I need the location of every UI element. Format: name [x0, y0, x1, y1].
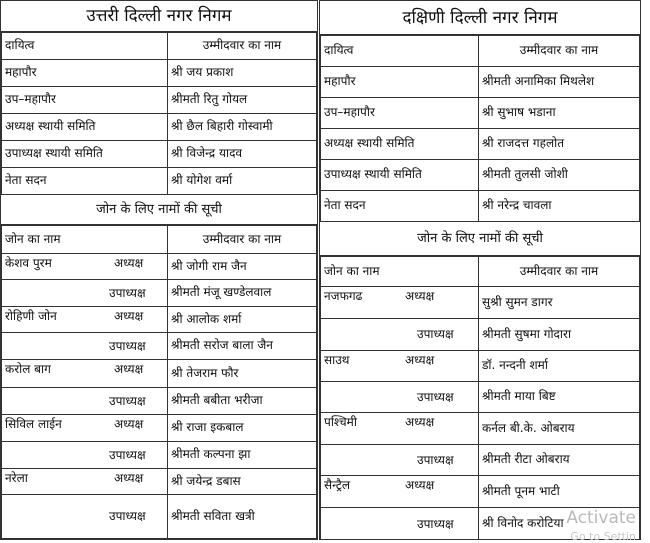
zone-row — [2, 360, 317, 388]
zone-cell — [2, 333, 168, 360]
zone-row — [2, 280, 317, 307]
zone-candidate-name: श्रीमती पूनम भाटी — [479, 476, 640, 508]
post-label: महापौर — [321, 67, 479, 98]
zone-candidate-name: श्री जोगी राम जैन — [168, 254, 317, 280]
zone-candidate-column-header: उम्मीदवार का नाम — [479, 257, 640, 287]
zone-row — [2, 388, 317, 415]
zone-row — [2, 254, 317, 280]
post-label: अध्यक्ष स्थायी समिति — [2, 114, 168, 141]
zone-candidate-name: श्री तेजराम फौर — [168, 360, 317, 388]
candidate-column-header: उम्मीदवार का नाम — [479, 36, 640, 67]
zone-role: उपाध्यक्ष — [109, 509, 146, 523]
post-row — [2, 141, 317, 168]
zone-cell — [321, 445, 479, 476]
post-label: उप–महापौर — [321, 98, 479, 129]
post-row — [2, 168, 317, 195]
zone-list-title: जोन के लिए नामों की सूची — [1, 195, 317, 225]
zone-row — [321, 413, 640, 445]
zone-row — [2, 307, 317, 333]
zone-cell — [2, 495, 168, 539]
zone-candidate-name: कर्नल बी.के. ओबराय — [479, 413, 640, 445]
zone-column-header: जोन का नाम — [321, 257, 479, 287]
zone-role: उपाध्यक्ष — [109, 448, 146, 462]
post-label: नेता सदन — [2, 168, 168, 195]
post-label: उपाध्यक्ष स्थायी समिति — [321, 160, 479, 191]
zone-name: रोहिणी जोन — [5, 309, 57, 323]
candidate-name: श्री योगेश वर्मा — [168, 168, 317, 195]
zone-cell — [321, 476, 479, 508]
zone-row — [321, 351, 640, 382]
zone-cell — [321, 319, 479, 351]
zone-row — [2, 469, 317, 495]
zone-name: सैन्ट्रैल — [324, 478, 351, 492]
zone-row — [2, 495, 317, 539]
zone-name: सिविल लाईन — [5, 417, 62, 431]
zone-candidate-column-header: उम्मीदवार का नाम — [168, 226, 317, 254]
zone-cell — [2, 388, 168, 415]
zone-role: उपाध्यक्ष — [109, 339, 146, 353]
candidate-name: श्री नरेन्द्र चावला — [479, 191, 640, 222]
post-row — [321, 129, 640, 160]
post-row — [2, 87, 317, 114]
zone-name: केशव पुरम — [5, 256, 52, 270]
zone-name: पश्चिमी — [324, 415, 357, 429]
post-column-header: दायित्व — [321, 36, 479, 67]
zone-cell — [2, 360, 168, 388]
zones-table — [1, 225, 317, 539]
zone-candidate-name: श्रीमती बबीता भरीजा — [168, 388, 317, 415]
zones-table — [320, 256, 640, 540]
post-row — [321, 98, 640, 129]
zone-role: अध्यक्ष — [114, 362, 144, 376]
zone-row — [2, 415, 317, 442]
post-row — [321, 67, 640, 98]
zone-role: उपाध्यक्ष — [417, 327, 454, 341]
post-label: नेता सदन — [321, 191, 479, 222]
zone-role: उपाध्यक्ष — [417, 453, 454, 467]
post-label: उप–महापौर — [2, 87, 168, 114]
posts-table — [320, 35, 640, 222]
candidate-name: श्री विजेन्द्र यादव — [168, 141, 317, 168]
zone-role: उपाध्यक्ष — [417, 390, 454, 404]
candidate-name: श्री सुभाष भडाना — [479, 98, 640, 129]
zone-row — [321, 508, 640, 541]
candidate-name: श्रीमती रितु गोयल — [168, 87, 317, 114]
zone-name: नरेला — [5, 471, 28, 485]
post-row — [321, 160, 640, 191]
zone-role: अध्यक्ष — [114, 309, 144, 323]
zone-name: साउथ — [324, 353, 350, 367]
post-row — [321, 191, 640, 222]
zone-cell — [2, 307, 168, 333]
zone-role: उपाध्यक्ष — [417, 517, 454, 531]
zone-name: नजफगढ — [324, 289, 363, 303]
zone-name: करोल बाग — [5, 362, 51, 376]
zone-candidate-name: श्रीमती रीटा ओबराय — [479, 445, 640, 476]
zone-candidate-name: श्री जयेन्द्र डबास — [168, 469, 317, 495]
zone-candidate-name: श्रीमती मंजू खण्डेलवाल — [168, 280, 317, 307]
post-column-header: दायित्व — [2, 33, 168, 60]
zone-row — [2, 442, 317, 469]
post-label: उपाध्यक्ष स्थायी समिति — [2, 141, 168, 168]
zone-role: अध्यक्ष — [114, 256, 144, 270]
zone-row — [321, 445, 640, 476]
zone-role: अध्यक्ष — [114, 471, 144, 485]
zone-candidate-name: श्री आलोक शर्मा — [168, 307, 317, 333]
posts-header-row — [2, 33, 317, 60]
post-label: महापौर — [2, 60, 168, 87]
candidate-name: श्रीमती अनामिका मिथलेश — [479, 67, 640, 98]
posts-table — [1, 32, 317, 195]
zone-candidate-name: श्रीमती माया बिष्ट — [479, 382, 640, 413]
north-delhi-panel — [0, 0, 318, 540]
zone-role: अध्यक्ष — [405, 289, 435, 303]
zone-cell — [321, 287, 479, 319]
panel-title: उत्तरी दिल्ली नगर निगम — [1, 1, 317, 32]
zone-candidate-name: श्री राजा इकबाल — [168, 415, 317, 442]
post-row — [2, 114, 317, 141]
zone-role: उपाध्यक्ष — [109, 286, 146, 300]
candidate-name: श्रीमती तुलसी जोशी — [479, 160, 640, 191]
posts-header-row — [321, 36, 640, 67]
zone-row — [321, 287, 640, 319]
candidate-name: श्री राजदत्त गहलोत — [479, 129, 640, 160]
post-label: अध्यक्ष स्थायी समिति — [321, 129, 479, 160]
south-delhi-panel — [319, 0, 641, 540]
zone-cell — [2, 415, 168, 442]
zone-role: अध्यक्ष — [405, 415, 435, 429]
zone-cell — [321, 413, 479, 445]
zone-row — [321, 476, 640, 508]
zone-role: उपाध्यक्ष — [109, 394, 146, 408]
zone-candidate-name: सुश्री सुमन डागर — [479, 287, 640, 319]
zone-role: अध्यक्ष — [405, 478, 435, 492]
zones-header-row — [321, 257, 640, 287]
post-row — [2, 60, 317, 87]
zone-cell — [2, 469, 168, 495]
zone-candidate-name: श्रीमती सरोज बाला जैन — [168, 333, 317, 360]
zone-row — [321, 319, 640, 351]
zone-candidate-name: श्री विनोद करोटिया — [479, 508, 640, 541]
zone-cell — [321, 351, 479, 382]
zone-cell — [2, 442, 168, 469]
zone-cell — [2, 280, 168, 307]
zone-row — [321, 382, 640, 413]
zone-row — [2, 333, 317, 360]
zone-list-title: जोन के लिए नामों की सूची — [320, 222, 640, 256]
zone-candidate-name: डॉ. नन्दनी शर्मा — [479, 351, 640, 382]
activate-watermark-sub: Go to Settin — [570, 530, 636, 543]
zones-header-row — [2, 226, 317, 254]
candidate-name: श्री छैल बिहारी गोस्वामी — [168, 114, 317, 141]
zone-cell — [2, 254, 168, 280]
zone-role: अध्यक्ष — [405, 353, 435, 367]
candidate-name: श्री जय प्रकाश — [168, 60, 317, 87]
zone-role: अध्यक्ष — [114, 417, 144, 431]
zone-cell — [321, 382, 479, 413]
zone-column-header: जोन का नाम — [2, 226, 168, 254]
zone-candidate-name: श्रीमती कल्पना झा — [168, 442, 317, 469]
zone-candidate-name: श्रीमती सुषमा गोदारा — [479, 319, 640, 351]
zone-candidate-name: श्रीमती सविता खत्री — [168, 495, 317, 539]
activate-watermark: Activate — [566, 508, 636, 528]
zone-cell — [321, 508, 479, 541]
candidate-column-header: उम्मीदवार का नाम — [168, 33, 317, 60]
panel-title: दक्षिणी दिल्ली नगर निगम — [320, 1, 640, 35]
